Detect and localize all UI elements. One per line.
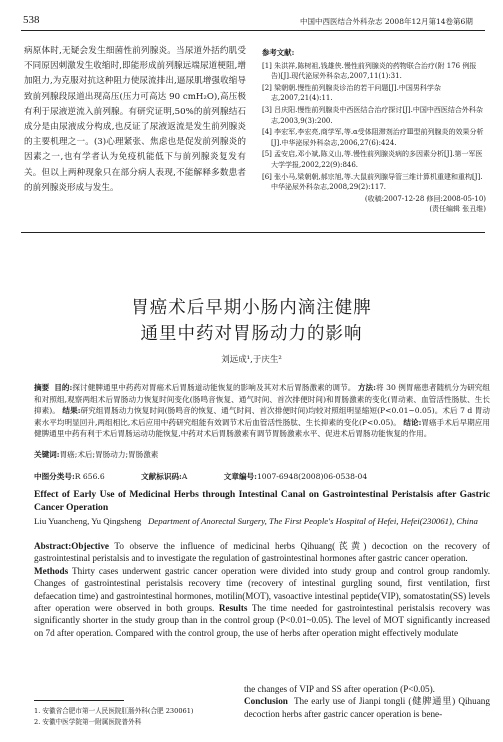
objective-label: 目的: — [54, 383, 73, 392]
methods-label: 方法: — [357, 383, 376, 392]
conclusion-label: 结论: — [403, 417, 422, 427]
english-affiliation: Department of Anorectal Surgery, The First People's Hospital of Hefei, Hefei(230061), China — [147, 516, 478, 526]
references-heading: 参考文献: — [262, 48, 295, 57]
en-conclusion: The early use of Jianpi tongli (健脾通里) Qihuang decoction herbs after gastric cancer operation is bene- — [244, 696, 490, 719]
clc: 中图分类号:R 656.6 — [34, 472, 105, 481]
conclusion-text: 胃癌手术后早期应用健脾通里中药有利于术后胃肠运动功能恢复,中药对术后胃肠激素有调节胃肠激素水平、促进术后胃肠功能恢复的作用。 — [34, 417, 490, 438]
article-title-line1: 胃癌术后早期小肠内滴注健脾 — [131, 298, 372, 318]
article-title-line2: 通里中药对胃肠动力的影响 — [140, 324, 363, 344]
footnotes — [34, 706, 234, 728]
paragraph: 病原体时,无疑会发生细菌性前列腺炎。当尿道外括约肌受不同原因刺激发生收缩时,即能形成前列腺远端尿道梗阻,增加阻力,为克服对抗这种阻力使尿流排出,逼尿肌增强收缩导致前列腺段尿道出现高压(压力可高达 90 cmH₂O),高压极有利于尿液逆流入前列腺。有研究证明,50%的前列腺结石成分是由尿液成分构成,也反证了尿液返流是发生前列腺炎的主要机理之一。(3)心理紧张、焦虑也是促发前列腺炎的因素之一,也有学者认为免疫机能低下与前列腺炎复发有关。但以上两种现象只在部分病人表现,不能解释多数患者的前列腺炎形成与发生。 — [24, 46, 246, 193]
doc-code: 文献标识码:A — [141, 472, 188, 481]
keywords-label: 关键词: — [34, 450, 60, 459]
reference-item: [2] 梁朝朝.慢性前列腺炎诊治的若干问题[J].中国男科学杂志,2007,21(4):11. — [262, 83, 441, 103]
left-column-text — [24, 44, 246, 196]
keywords-text: 胃癌;术后;胃肠动力;胃肠激素 — [59, 450, 159, 459]
abstract-label: 摘要 — [34, 383, 50, 392]
footnote-item: 2. 安徽中医学院第一附属医院普外科 — [34, 718, 142, 726]
keywords — [34, 449, 490, 460]
references — [262, 48, 486, 215]
english-abstract — [34, 540, 490, 639]
english-authors-affil — [34, 515, 490, 527]
english-title: Effect of Early Use of Medicinal Herbs through Intestinal Canal on Gastrointestinal Peristalsis after Gastric Cancer Operation — [34, 489, 490, 513]
en-methods-label: Methods — [34, 565, 69, 576]
authors: 刘远成¹,于庆生² — [221, 355, 282, 365]
results-text: 研究组胃肠动力恢复时间(肠鸣音的恢复、通气时间、首次排便时间)均较对照组明显缩短(P<0.01~0.05)。术后 7 d 胃动素水平均明显回升,两组相比,术后应用中药研究组能有效调节术后血管活性肠肽、生长抑素的变化(P<0.05)。 — [34, 406, 490, 427]
header-rule — [21, 30, 485, 31]
en-conclusion-label: Conclusion — [244, 696, 288, 707]
english-authors: Liu Yuancheng, Yu Qingsheng — [34, 516, 142, 526]
en-right-text: the changes of VIP and SS after operation (P<0.05). — [244, 684, 435, 694]
responsible-editor: (责任编辑 张丑维) — [429, 205, 486, 214]
footnote-rule — [34, 700, 124, 701]
footnote-item: 1. 安徽省合肥市第一人民医院肛肠外科(合肥 230061) — [34, 707, 194, 715]
reference-item: [6] 张小马,梁朝朝,郝宗旭,等.大鼠前列腺导管三维计算机重建和重构[J].中华泌尿外科杂志,2008,29(2):117. — [262, 172, 483, 192]
methods-text: 将 30 例胃癌患者随机分为研究组和对照组,观察两组术后胃肠动力恢复时间变化(肠鸣音恢复、通气时间、首次排便时间)和胃肠激素的变化(胃动素、血管活性肠肽、生长抑素)。 — [34, 383, 490, 415]
chinese-abstract — [34, 382, 490, 440]
en-results-label: Results — [218, 603, 248, 614]
en-methods: Thirty cases underwent gastric cancer operation were divided into study group and control group randomly. Changes of gastrointestinal peristalsis recovery time (recovery of intestinal gurgling sound, first ventilation, first defaecation time) and gastrointestinal hormones, motilin(MOT), vasoactive intestinal peptide(VIP), somatostatin(SS) levels after operation were observed in both groups. — [34, 565, 490, 614]
section-rule — [21, 232, 485, 233]
journal-header: 中国中西医结合外科杂志 2008年12月第14卷第6期 — [300, 17, 473, 26]
en-objective-label: Abstract:Objective — [34, 541, 110, 551]
en-results: The time needed for gastrointestinal peristalsis recovery was significantly shorter in the study group than in the control group (P<0.01~0.05). The level of MOT significantly increased on 7d after operation. Compared with the control group, the use of herbs after operation might effectively modulate — [34, 603, 490, 638]
article-id: 文章编号:1007-6948(2008)06-0538-04 — [223, 472, 368, 481]
reference-item: [4] 李宏军,李宏亮,商学军,等.α受体阻滞剂治疗Ⅲ型前列腺炎的效果分析[J].中华泌尿外科杂志,2006,27(6):424. — [262, 128, 484, 147]
article-meta — [34, 471, 494, 482]
reference-item: [1] 朱洪祥,陈树祖,钱雄侠.慢性前列腺炎的药物联合治疗(附 176 例报告)[J].现代泌尿外科杂志,2007,11(1):31. — [262, 61, 477, 81]
objective-text: 探讨健脾通里中药药对胃癌术后胃肠道动能恢复的影响及其对术后胃肠激素的调节。 — [72, 383, 356, 392]
page-number: 538 — [23, 14, 40, 26]
english-abstract-right — [244, 683, 490, 720]
en-objective: To observe the influence of medicinal herbs Qihuang(芪黄) decoction on the recovery of gastrointestinal peristalsis and to investigate the regulation of gastrointestinal hormones after gastric cancer operation. — [34, 541, 490, 564]
reference-item: [3] 吕庆阳.慢性前列腺炎中西医结合治疗探讨[J].中国中西医结合外科杂志,2003,9(3):200. — [262, 105, 483, 125]
reference-item: [5] 孟安启,邓小斌,陈义山,等.慢性前列腺炎病的多因素分析[J].第一军医大学学报,2002,22(9):846. — [262, 150, 483, 169]
results-label: 结果: — [62, 406, 81, 415]
received-date: (收稿:2007-12-28 修回:2008-05-10) — [364, 194, 486, 203]
